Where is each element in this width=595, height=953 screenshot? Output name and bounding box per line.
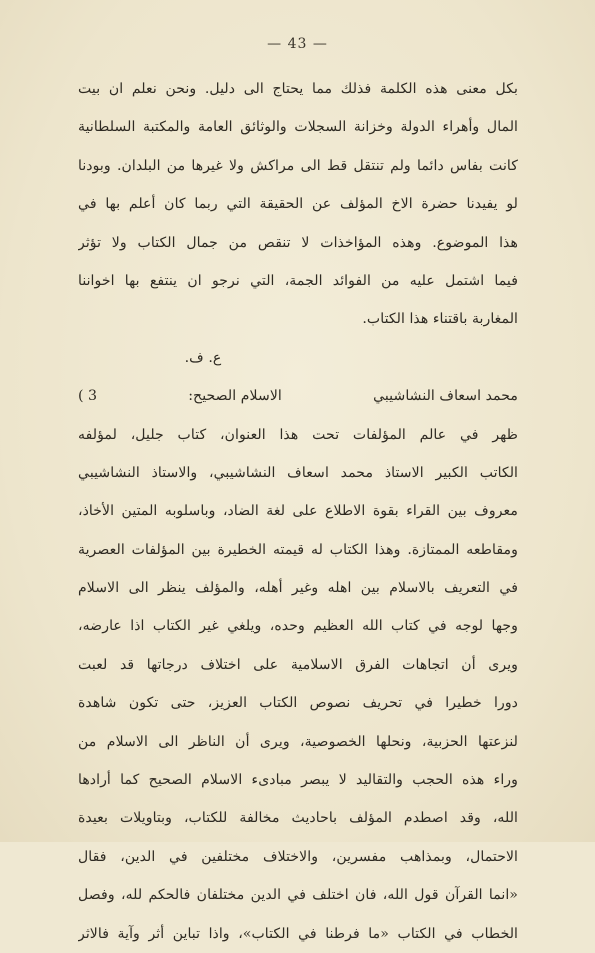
- text-line: وجها لوجه في كتاب الله العظيم وحده، ويلغي غير الكتاب اذا عارضه،: [78, 618, 518, 635]
- section-number: 3 ): [78, 388, 98, 405]
- signature-initials: ع. ف.: [184, 349, 222, 366]
- text-line: المغاربة باقتناء هذا الكتاب.: [362, 311, 518, 328]
- text-line: ظهر في عالم المؤلفات تحت هذا العنوان، كتاب جليل، لمؤلفه: [78, 426, 518, 443]
- text-line: كانت بفاس دائما ولم تنتقل قط الى مراكش ولا غيرها من البلدان. وبودنا: [78, 157, 518, 174]
- text-line: وراء هذه الحجب والتقاليد لا يبصر مبادىء الاسلام الصحيح كما أرادها: [78, 772, 518, 789]
- text-line: «انما القرآن قول الله، فان اختلف في الدين مختلفان فالحكم لله، وفصل: [78, 887, 518, 904]
- text-line: الكاتب الكبير الاستاذ محمد اسعاف النشاشيبي، والاستاذ النشاشيبي: [78, 464, 518, 481]
- section-heading: [78, 377, 518, 415]
- text-line: الله، وقد اصطدم المؤلف باحاديث مخالفة للكتاب، وبتاويلات بعيدة: [78, 810, 518, 827]
- text-line: الاحتمال، وبمذاهب مفسرين، والاختلاف مختلفين في الدين، فقال: [78, 848, 518, 865]
- text-line: فيما اشتمل عليه من الفوائد الجمة، التي نرجو ان ينتفع بها اخواننا: [78, 272, 518, 289]
- text-line: في التعريف بالاسلام بين اهله وغير أهله، والمؤلف ينظر الى الاسلام: [78, 580, 518, 597]
- text-line: المال وأهراء الدولة وخزانة السجلات والوثائق العامة والمكتبة السلطانية: [78, 119, 518, 136]
- text-line: معروف بين القراء بقوة الاطلاع على لغة الضاد، وباسلوبه المتين الأخاذ،: [78, 503, 518, 520]
- text-line: هذا الموضوع. وهذه المؤاخذات لا تنقص من جمال الكتاب ولا تؤثر: [78, 234, 518, 251]
- section-title: الاسلام الصحيح:: [188, 388, 282, 405]
- page-number: — 43 —: [267, 36, 328, 52]
- text-line: بكل معنى هذه الكلمة فذلك مما يحتاج الى دليل. ونحن نعلم ان بيت: [78, 81, 518, 97]
- text-line: دورا خطيرا في تحريف نصوص الكتاب العزيز، حتى تكون شاهدة: [78, 695, 518, 712]
- page-text: [78, 70, 518, 953]
- text-line: الخطاب في الكتاب «ما فرطنا في الكتاب»، واذا تباين أثر وآية فالاثر: [78, 925, 518, 942]
- text-line: ومقاطعه الممتازة. وهذا الكتاب له قيمته الخطيرة بين المؤلفات العصرية: [78, 541, 518, 558]
- text-line: لنزعتها الحزبية، ونحلها الخصوصية، ويرى أن الناظر الى الاسلام من: [78, 733, 518, 750]
- text-line: لو يفيدنا حضرة الاخ المؤلف عن الحقيقة التي ربما كان أعلم بها في: [78, 196, 518, 213]
- section-author: محمد اسعاف النشاشيبي: [373, 388, 518, 405]
- text-line: ويرى أن اتجاهات الفرق الاسلامية على اختلاف درجاتها قد لعبت: [78, 656, 518, 673]
